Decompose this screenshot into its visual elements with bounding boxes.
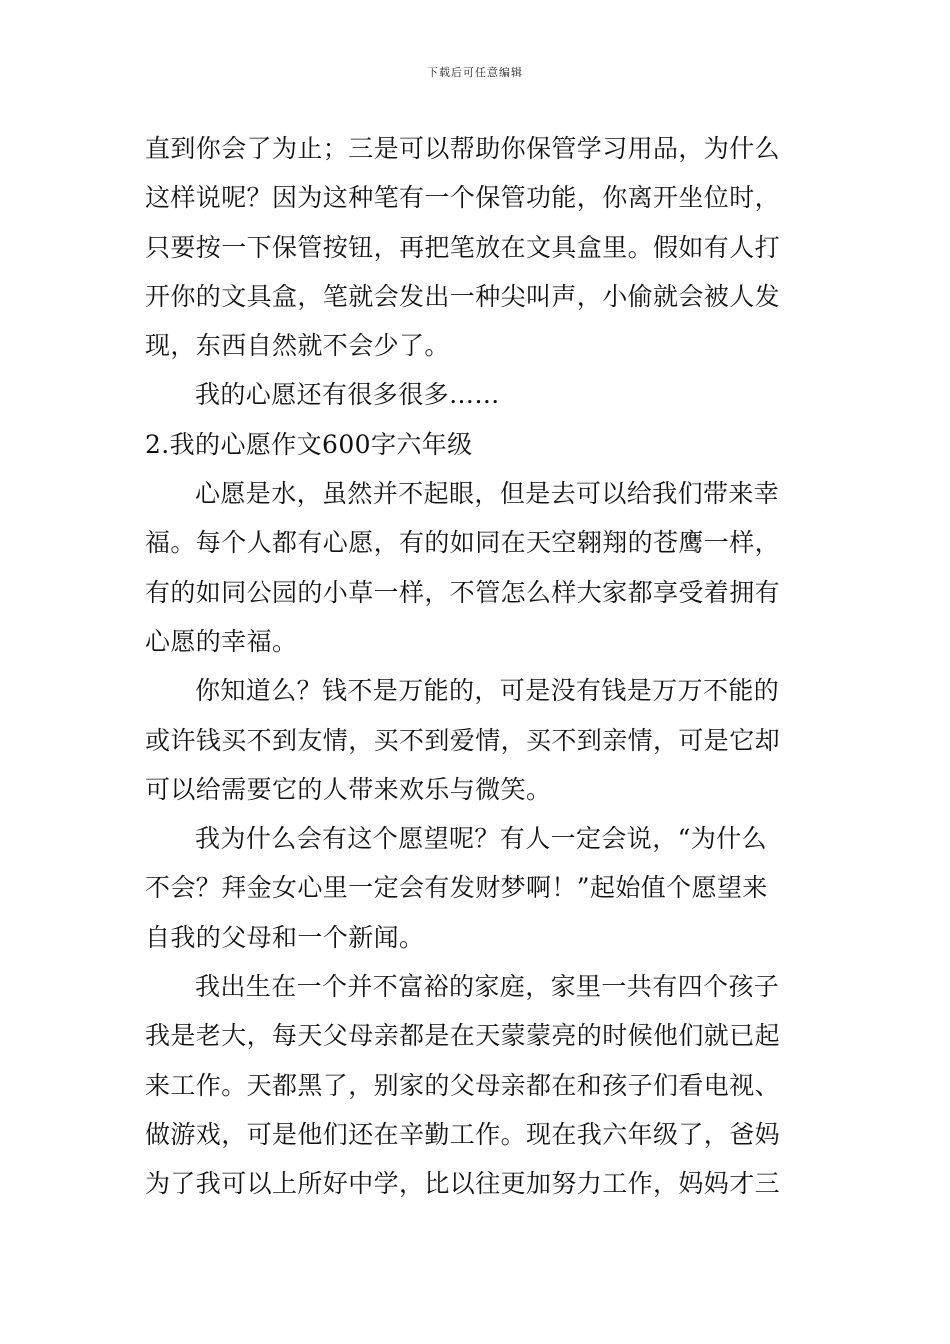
text-line: 现，东西自然就不会少了。 — [145, 331, 450, 361]
text-line: 我出生在一个并不富裕的家庭，家里一共有四个孩子 — [195, 972, 780, 1002]
text-line: 可以给需要它的人带来欢乐与微笑。 — [145, 774, 552, 804]
text-line: 我为什么会有这个愿望呢？有人一定会说，“为什么 — [195, 824, 767, 854]
page-header: 下载后可任意编辑 — [427, 66, 523, 79]
text-line: 这样说呢？因为这种笔有一个保管功能，你离开坐位时， — [145, 183, 781, 213]
text-line: 心愿的幸福。 — [145, 626, 298, 656]
text-line: 有的如同公园的小草一样，不管怎么样大家都享受着拥有 — [145, 577, 781, 607]
text-line: 我是老大，每天父母亲都是在天蒙蒙亮的时候他们就已起 — [145, 1021, 781, 1051]
text-line: 只要按一下保管按钮，再把笔放在文具盒里。假如有人打 — [145, 232, 781, 262]
text-line: 心愿是水，虽然并不起眼，但是去可以给我们带来幸 — [195, 479, 780, 509]
text-line: 开你的文具盒，笔就会发出一种尖叫声，小偷就会被人发 — [145, 281, 781, 311]
text-line: 直到你会了为止；三是可以帮助你保管学习用品，为什么 — [145, 134, 781, 163]
text-line: 或许钱买不到友情，买不到爱情，买不到亲情，可是它却 — [145, 725, 781, 755]
text-line: 不会？拜金女心里一定会有发财梦啊！”起始值个愿望来 — [145, 873, 768, 903]
section-heading: 2.我的心愿作文600字六年级 — [145, 429, 473, 459]
text-line: 自我的父母和一个新闻。 — [145, 922, 425, 952]
text-line: 我的心愿还有很多很多…… — [195, 380, 500, 410]
text-line: 做游戏，可是他们还在辛勤工作。现在我六年级了，爸妈 — [145, 1119, 781, 1149]
text-line: 你知道么？钱不是万能的，可是没有钱是万万不能的 — [195, 676, 780, 706]
text-line: 福。每个人都有心愿，有的如同在天空翱翔的苍鹰一样， — [145, 528, 781, 558]
text-line: 为了我可以上所好中学，比以往更加努力工作，妈妈才三 — [145, 1169, 781, 1199]
text-line: 来工作。天都黑了，别家的父母亲都在和孩子们看电视、 — [145, 1070, 781, 1100]
document-body — [145, 124, 810, 1209]
